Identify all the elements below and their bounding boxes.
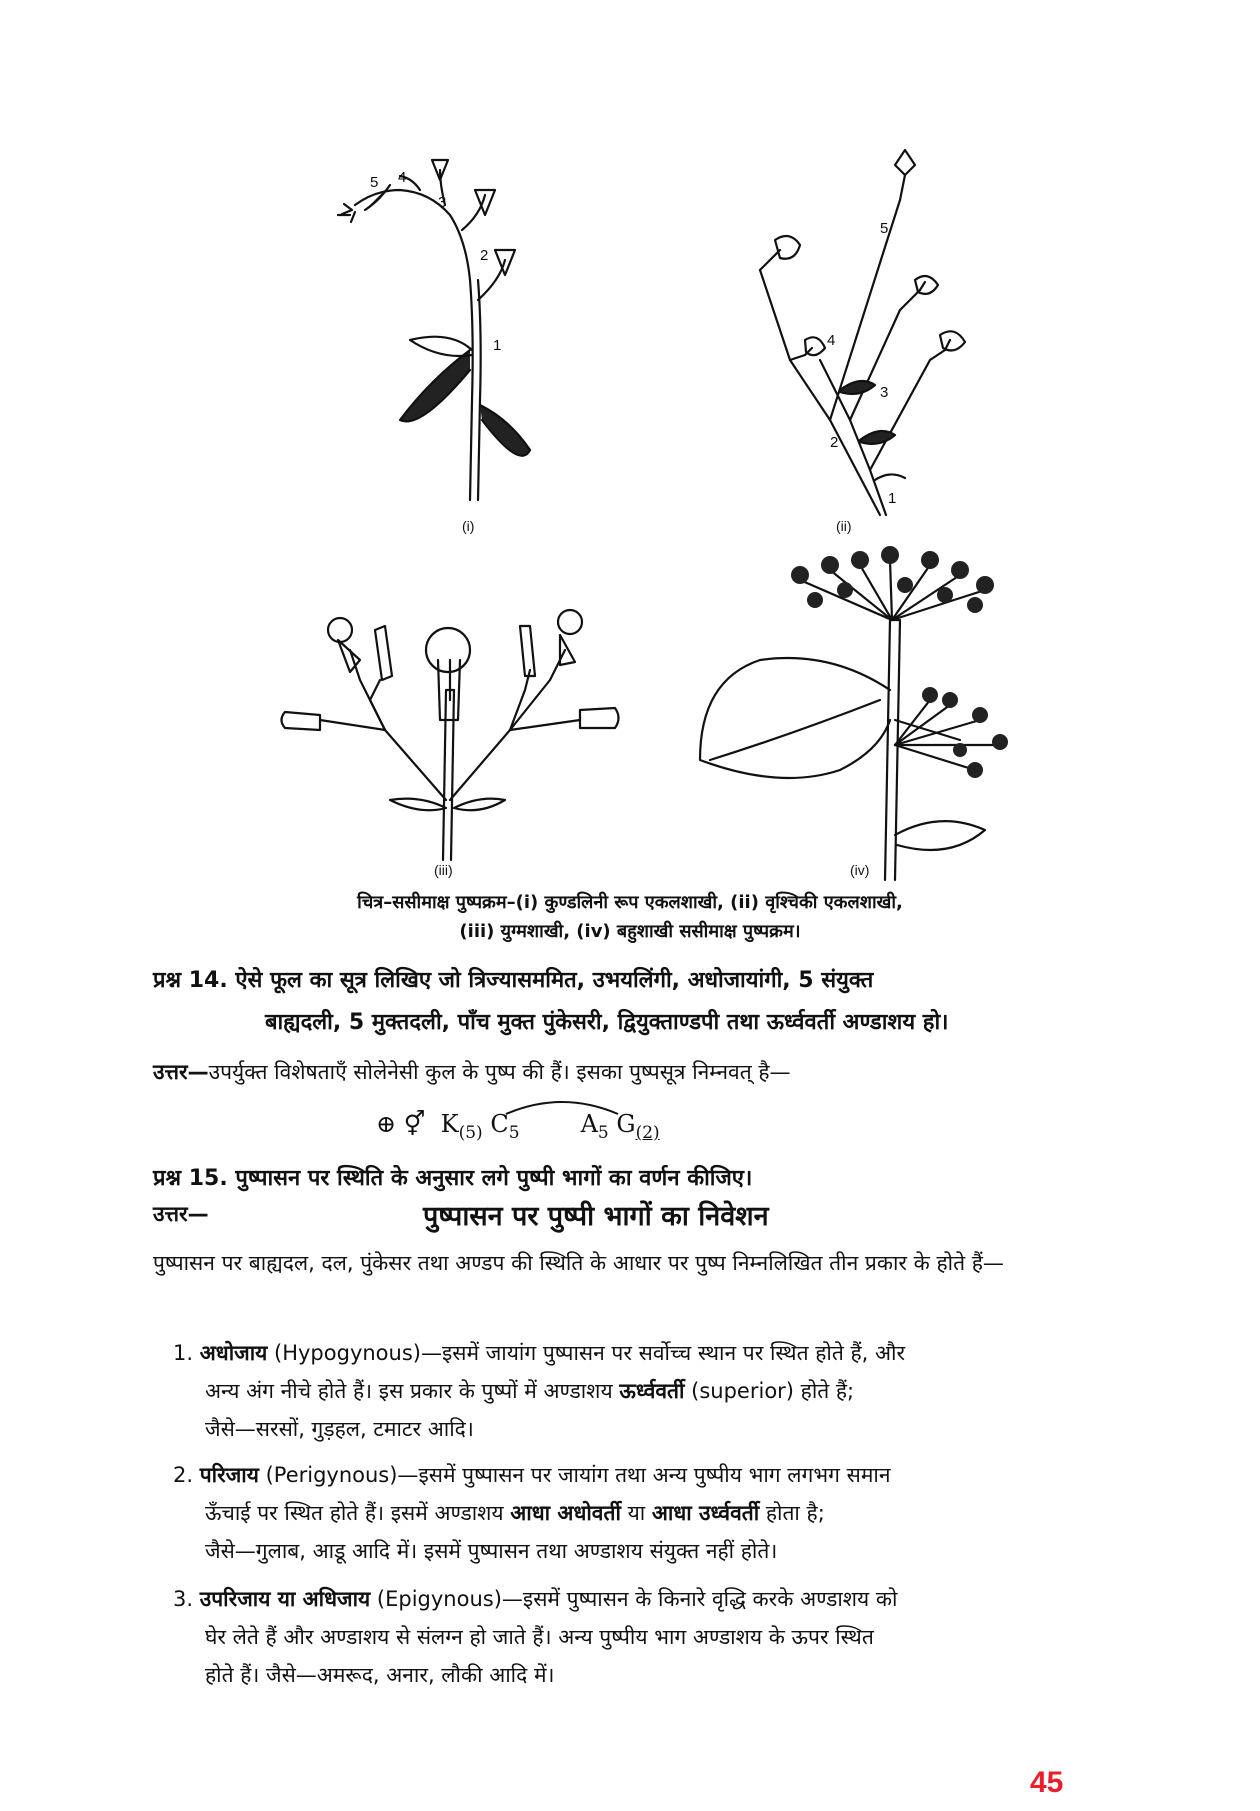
- question-14: [153, 960, 1153, 1044]
- formula-arc: [502, 1096, 622, 1116]
- item-2-text-3: जैसे—गुलाब, आडू आदि में। इसमें पुष्पासन तथा अण्डाशय संयुक्त नहीं होते।: [205, 1539, 778, 1563]
- drawing-iv: [700, 560, 1000, 880]
- question-14-line-2: बाह्यदली, 5 मुक्तदली, पाँच मुक्त पुंकेसरी, द्वियुक्ताण्डपी तथा ऊर्ध्ववर्ती अण्डाशय हो।: [265, 1010, 949, 1035]
- inflorescence-illustrations: [0, 0, 1260, 905]
- label-i-5: 5: [370, 174, 379, 191]
- formula-k-sub: (5): [458, 1122, 483, 1143]
- figure-label-ii: (ii): [836, 518, 852, 534]
- item-2-text-2b: होता है;: [759, 1501, 825, 1525]
- item-3-text-1: इसमें पुष्पासन के किनारे वृद्धि करके अण्डाशय को: [522, 1587, 898, 1611]
- floral-formula: [376, 1110, 660, 1143]
- label-i-4: 4: [398, 169, 407, 186]
- caption-line-2: (iii) युग्मशाखी, (iv) बहुशाखी ससीमाक्ष पुष्पक्रम।: [459, 921, 801, 942]
- label-ii-4: 4: [827, 332, 836, 349]
- formula-symbols: ⊕ ⚥: [376, 1110, 426, 1138]
- drawing-i: [338, 160, 530, 500]
- drawing-ii: [760, 150, 965, 515]
- item-2-term: परिजाय: [199, 1463, 259, 1487]
- caption-line-1: चित्र–ससीमाक्ष पुष्पक्रम–(i) कुण्डलिनी रूप एकलशाखी, (ii) वृश्चिकी एकलशाखी,: [357, 892, 903, 913]
- item-2-text-1: इसमें पुष्पासन पर जायांग तथा अन्य पुष्पीय भाग लगभग समान: [418, 1463, 891, 1487]
- list-item: [173, 1456, 1153, 1570]
- label-ii-3: 3: [880, 384, 889, 401]
- figure-label-iii: (iii): [434, 862, 453, 878]
- answer-15-title: पुष्पासन पर पुष्पी भागों का निवेशन: [423, 1201, 769, 1232]
- item-3-english: (Epigynous)—: [370, 1587, 523, 1611]
- list-item: [173, 1580, 1153, 1694]
- item-1-text-2a: अन्य अंग नीचे होते हैं। इस प्रकार के पुष्पों में अण्डाशय: [205, 1379, 620, 1403]
- item-1-bold: ऊर्ध्ववर्ती: [619, 1379, 685, 1403]
- item-3-term: उपरिजाय या अधिजाय: [199, 1587, 371, 1611]
- item-1-number: 1.: [173, 1341, 194, 1365]
- item-3-text-2: घेर लेते हैं और अण्डाशय से संलग्न हो जाते हैं। अन्य पुष्पीय भाग अण्डाशय के ऊपर स्थित: [205, 1625, 874, 1649]
- item-2-text-2mid: या: [620, 1501, 652, 1525]
- label-ii-5: 5: [880, 220, 889, 237]
- answer-15-intro: पुष्पासन पर बाह्यदल, दल, पुंकेसर तथा अण्डप की स्थिति के आधार पर पुष्प निम्नलिखित तीन प्रकार के होते हैं—: [153, 1251, 1004, 1275]
- label-i-3: 3: [438, 194, 447, 211]
- answer-14-text: उपर्युक्त विशेषताएँ सोलेनेसी कुल के पुष्प की हैं। इसका पुष्पसूत्र निम्नवत् है—: [208, 1060, 791, 1084]
- label-ii-2: 2: [830, 434, 839, 451]
- answer-14: [153, 1052, 1153, 1092]
- formula-c: C: [490, 1110, 509, 1138]
- list-item: [173, 1334, 1153, 1448]
- answer-15-label: उत्तर—: [153, 1202, 209, 1226]
- item-1-term: अधोजाय: [199, 1341, 268, 1365]
- item-2-bold: आधा अधोवर्ती: [510, 1501, 621, 1525]
- question-15: [153, 1158, 1153, 1200]
- formula-a: A: [580, 1110, 598, 1138]
- formula-c-sub: 5: [508, 1122, 520, 1143]
- item-1-english: (Hypogynous)—: [267, 1341, 442, 1365]
- question-14-line-1: ऐसे फूल का सूत्र लिखिए जो त्रिज्यासममित, उभयलिंगी, अधोजायांगी, 5 संयुक्त: [235, 968, 874, 993]
- formula-g: G: [616, 1110, 636, 1138]
- question-14-label: प्रश्न 14.: [153, 968, 228, 993]
- page-number: 45: [1030, 1766, 1064, 1799]
- formula-a-sub: 5: [597, 1122, 609, 1143]
- item-2-english: (Perigynous)—: [258, 1463, 419, 1487]
- figure-caption: [180, 888, 1080, 946]
- label-ii-1: 1: [888, 490, 897, 507]
- item-2-bold-2: आधा उर्ध्ववर्ती: [651, 1501, 760, 1525]
- answer-15-heading: [153, 1200, 1153, 1232]
- question-15-text: पुष्पासन पर स्थिति के अनुसार लगे पुष्पी भागों का वर्णन कीजिए।: [235, 1166, 753, 1191]
- drawing-iii: [282, 610, 619, 860]
- label-i-1: 1: [493, 337, 502, 354]
- item-3-number: 3.: [173, 1587, 194, 1611]
- label-i-2: 2: [480, 247, 489, 264]
- formula-k: K: [440, 1110, 459, 1138]
- item-1-text-1: इसमें जायांग पुष्पासन पर सर्वोच्च स्थान पर स्थित होते हैं, और: [441, 1341, 906, 1365]
- item-2-text-2a: ऊँचाई पर स्थित होते हैं। इसमें अण्डाशय: [205, 1501, 511, 1525]
- item-2-number: 2.: [173, 1463, 194, 1487]
- figure-label-iv: (iv): [850, 862, 870, 878]
- answer-14-label: उत्तर—: [153, 1060, 209, 1084]
- figure-label-i: (i): [462, 518, 475, 534]
- item-1-text-2b: (superior) होते हैं;: [684, 1379, 855, 1403]
- item-3-text-3: होते हैं। जैसे—अमरूद, अनार, लौकी आदि में।: [205, 1663, 555, 1687]
- question-15-label: प्रश्न 15.: [153, 1166, 228, 1191]
- inflorescence-figure: [0, 0, 1260, 905]
- item-1-text-3: जैसे—सरसों, गुड़हल, टमाटर आदि।: [205, 1417, 474, 1441]
- formula-g-sub: (2): [635, 1122, 660, 1143]
